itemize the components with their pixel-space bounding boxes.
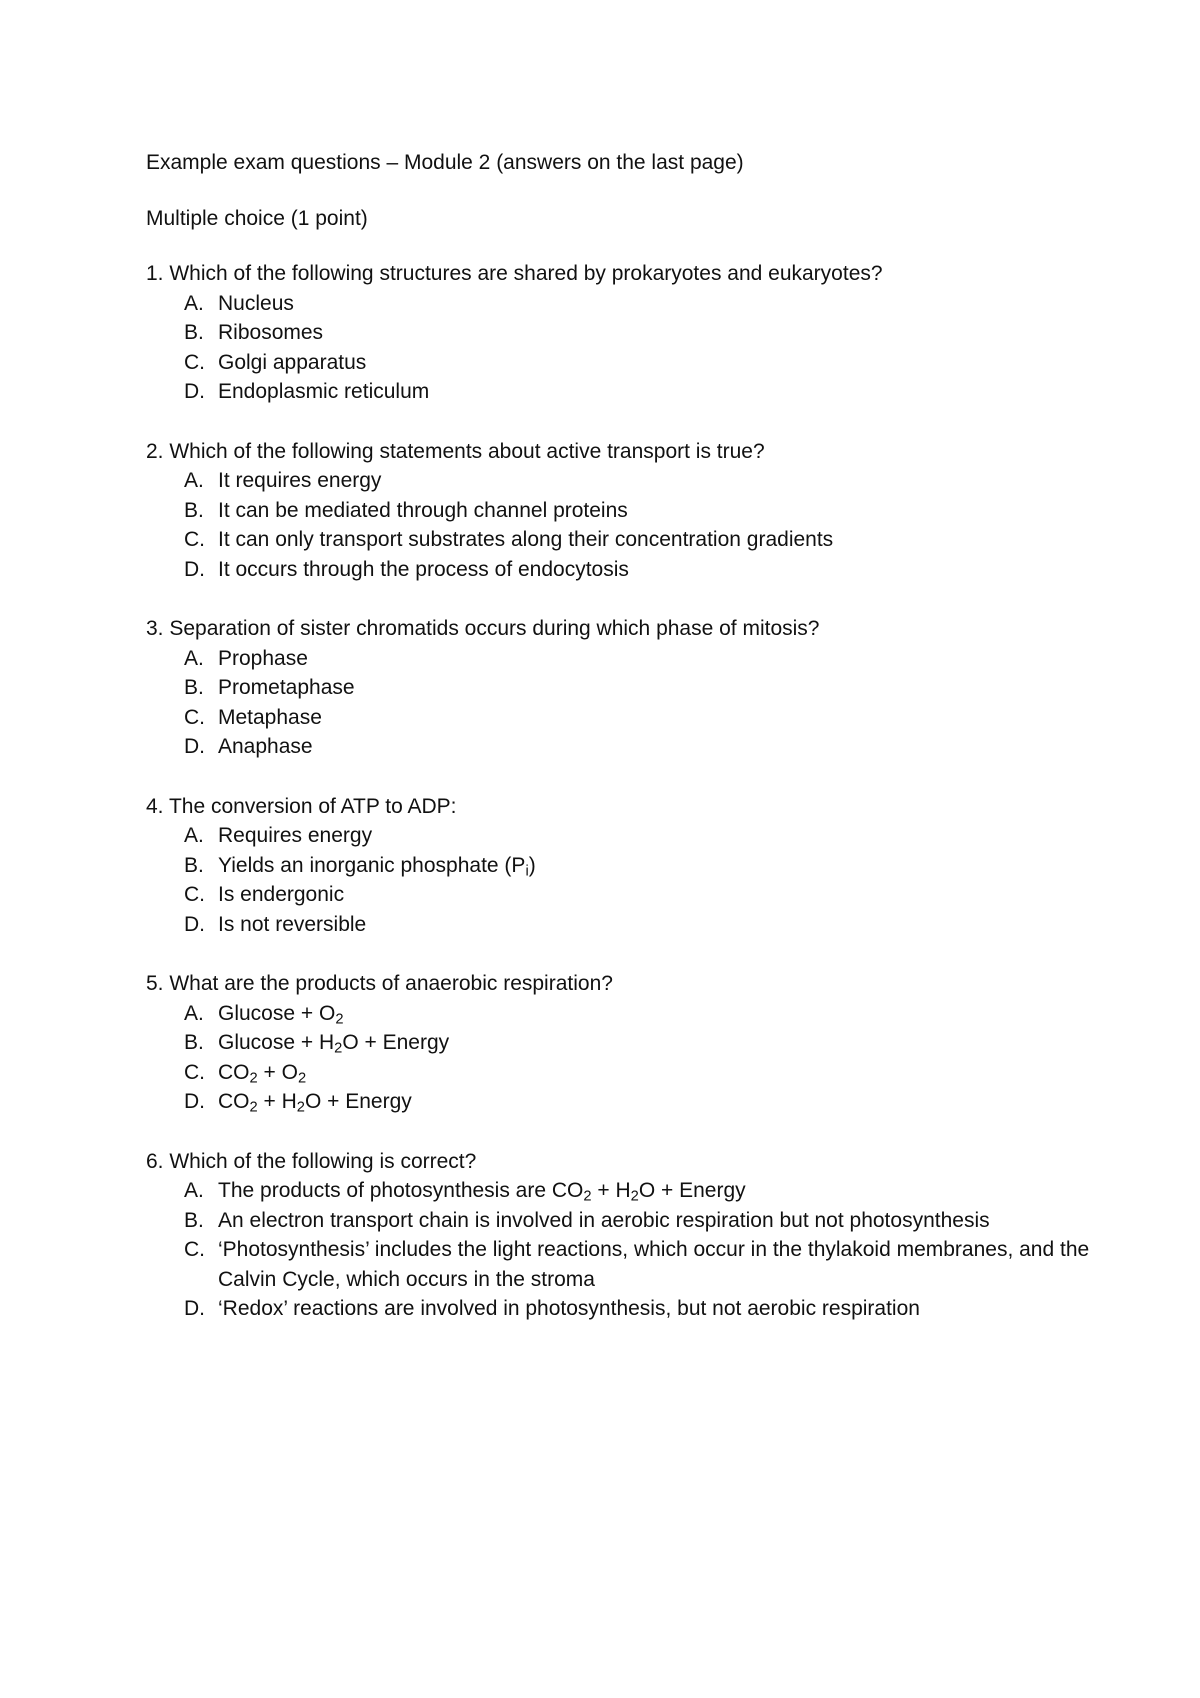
option-letter: D. <box>184 735 205 758</box>
option-text: Is endergonic <box>218 883 345 906</box>
option-text: It can be mediated through channel proteins <box>218 498 628 522</box>
option-letter: B. <box>184 853 204 877</box>
option-letter: A. <box>184 1001 204 1025</box>
option-text: Golgi apparatus <box>218 350 367 374</box>
option-letter: D. <box>184 380 205 403</box>
option-list <box>146 466 1146 584</box>
option-letter: A. <box>184 291 204 315</box>
question-list <box>146 259 1146 1324</box>
option-letter: A. <box>184 1179 204 1202</box>
question-6 <box>146 1147 1146 1324</box>
question-text: 1. Which of the following structures are shared by prokaryotes and eukaryotes? <box>146 262 883 285</box>
option-text: It can only transport substrates along their concentration gradients <box>218 528 834 551</box>
option-item <box>146 1176 1146 1206</box>
option-item <box>146 1087 1146 1117</box>
option-item <box>146 525 1146 555</box>
option-text: Prophase <box>218 646 308 670</box>
option-text: Nucleus <box>218 291 294 315</box>
option-item <box>146 348 1146 378</box>
option-letter: B. <box>184 498 204 522</box>
option-text: $Glucose + H_2O$ + Energy <box>218 1031 450 1057</box>
option-letter: A. <box>184 469 204 492</box>
option-text: $CO_2 + O_2$ <box>218 1060 307 1087</box>
option-letter: D. <box>184 557 205 581</box>
document-page <box>146 148 1146 1354</box>
option-text: $Glucose + O_2$ <box>218 1001 344 1028</box>
question-text: 3. Separation of sister chromatids occurs during which phase of mitosis? <box>146 617 820 640</box>
option-item <box>146 318 1146 348</box>
option-item <box>146 496 1146 526</box>
option-item <box>146 555 1146 585</box>
option-item <box>146 466 1146 496</box>
option-letter: B. <box>184 676 204 699</box>
option-letter: B. <box>184 321 204 344</box>
option-item <box>146 999 1146 1029</box>
option-letter: C. <box>184 528 205 551</box>
question-5 <box>146 969 1146 1117</box>
section-heading: Multiple choice (1 point) <box>146 206 368 230</box>
option-item <box>146 703 1146 733</box>
option-item <box>146 1028 1146 1058</box>
option-text: Is not reversible <box>218 912 367 936</box>
option-list <box>146 1176 1146 1324</box>
option-text: Endoplasmic reticulum <box>218 380 430 403</box>
option-item <box>146 289 1146 319</box>
option-list <box>146 999 1146 1117</box>
option-text: Metaphase <box>218 705 322 729</box>
question-text: 5. What are the products of anaerobic respiration? <box>146 972 613 995</box>
option-letter: A. <box>184 646 204 670</box>
question-1 <box>146 259 1146 407</box>
option-text: It occurs through the process of endocytosis <box>218 557 629 581</box>
option-letter: D. <box>184 1090 205 1113</box>
option-item <box>146 644 1146 674</box>
option-list <box>146 289 1146 407</box>
option-item <box>146 377 1146 407</box>
option-text: ‘Redox’ reactions are involved in photosynthesis, but not aerobic respiration <box>218 1297 920 1320</box>
question-3 <box>146 614 1146 762</box>
option-text: An electron transport chain is involved in aerobic respiration but not photosynthesis <box>218 1208 990 1232</box>
option-item <box>146 880 1146 910</box>
option-letter: C. <box>184 350 205 374</box>
question-text: 6. Which of the following is correct? <box>146 1149 477 1173</box>
option-item <box>146 732 1146 762</box>
option-text: Yields an inorganic phosphate $(P_i)$ <box>218 853 536 880</box>
question-text: 4. The conversion of ATP to ADP: <box>146 794 457 818</box>
option-letter: C. <box>184 1060 205 1084</box>
option-item <box>146 1294 1146 1324</box>
option-item <box>146 673 1146 703</box>
option-letter: C. <box>184 1238 205 1261</box>
option-letter: D. <box>184 1297 205 1320</box>
option-text: Requires energy <box>218 824 373 847</box>
option-item <box>146 1235 1146 1294</box>
question-4 <box>146 792 1146 940</box>
option-item <box>146 910 1146 940</box>
option-text: Anaphase <box>218 735 313 758</box>
option-text: ‘Photosynthesis’ includes the light reactions, which occur in the thylakoid membranes, and the Calvin Cycle, which occurs in the stroma <box>218 1238 1090 1291</box>
option-item <box>146 821 1146 851</box>
option-item <box>146 1058 1146 1088</box>
option-list <box>146 821 1146 939</box>
option-list <box>146 644 1146 762</box>
option-text: $CO_2 + H_2O$ + Energy <box>218 1090 412 1116</box>
question-text: 2. Which of the following statements about active transport is true? <box>146 439 765 463</box>
option-text: The products of photosynthesis are $CO_2 + H_2O$ + Energy <box>218 1179 746 1205</box>
question-2 <box>146 437 1146 585</box>
option-text: Ribosomes <box>218 321 324 344</box>
option-letter: C. <box>184 705 205 729</box>
option-letter: B. <box>184 1031 204 1054</box>
option-item <box>146 851 1146 881</box>
option-letter: B. <box>184 1208 204 1232</box>
option-item <box>146 1206 1146 1236</box>
option-letter: C. <box>184 883 205 906</box>
option-letter: A. <box>184 824 204 847</box>
document-title: Example exam questions – Module 2 (answers on the last page) <box>146 151 744 174</box>
option-letter: D. <box>184 912 205 936</box>
option-text: It requires energy <box>218 469 382 492</box>
option-text: Prometaphase <box>218 676 355 699</box>
